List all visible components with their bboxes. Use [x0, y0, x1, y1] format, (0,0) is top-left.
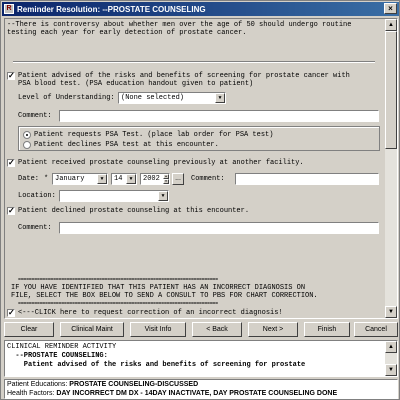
- psa-declines-label: Patient declines PSA test at this encounter.: [34, 141, 219, 149]
- prior-counseling-label: Patient received prostate counseling previously at another facility.: [18, 159, 304, 167]
- next-button[interactable]: Next >: [248, 322, 298, 337]
- diagnosis-note-line-1: IF YOU HAVE IDENTIFIED THAT THIS PATIENT HAS AN INCORRECT DIAGNOSIS ON: [11, 284, 306, 292]
- patient-educations-label: Patient Educations:: [7, 381, 68, 388]
- divider: [13, 61, 375, 63]
- cancel-button[interactable]: Cancel: [354, 322, 398, 337]
- health-factors-row: [7, 389, 397, 398]
- declined-comment-input[interactable]: [59, 222, 379, 234]
- declined-counseling-checkbox[interactable]: ✓: [8, 206, 15, 215]
- declined-counseling-label: Patient declined prostate counseling at this encounter.: [18, 207, 250, 215]
- title-bar[interactable]: [2, 2, 399, 16]
- app-icon: R: [4, 4, 14, 14]
- incorrect-diagnosis-label: <---CLICK here to request correction of an incorrect diagnosis!: [18, 309, 283, 317]
- rule-line-top: ==========================================================================: [18, 277, 218, 283]
- location-label: Location:: [18, 192, 56, 200]
- chevron-down-icon[interactable]: ▼: [97, 174, 107, 184]
- intro-line-2: testing each year for early detection of prostate cancer.: [7, 29, 247, 37]
- psa-advised-label-2: PSA blood test. (PSA education handout given to patient): [18, 80, 254, 88]
- level-of-understanding-select[interactable]: [118, 92, 226, 104]
- spin-down-icon[interactable]: ▼: [163, 179, 169, 184]
- health-factors-label: Health Factors:: [7, 390, 55, 397]
- patient-educations-value: PROSTATE COUNSELING-DISCUSSED: [69, 381, 199, 388]
- prior-comment-label: Comment:: [191, 175, 225, 183]
- spin-up-icon[interactable]: ▲: [163, 174, 169, 179]
- day-select[interactable]: [111, 173, 137, 185]
- back-button[interactable]: < Back: [192, 322, 242, 337]
- incorrect-diagnosis-checkbox[interactable]: ✓: [8, 308, 15, 317]
- memo-scrollbar[interactable]: [385, 341, 397, 376]
- psa-requests-radio[interactable]: [23, 131, 31, 139]
- year-spinner[interactable]: [140, 173, 170, 185]
- visit-info-button[interactable]: Visit Info: [130, 322, 186, 337]
- prior-counseling-checkbox[interactable]: ✓: [8, 158, 15, 167]
- psa-advised-label-1: Patient advised of the risks and benefits of screening for prostate cancer with: [18, 72, 350, 80]
- psa-requests-label: Patient requests PSA Test. (place lab order for PSA test): [34, 131, 274, 139]
- reminder-content: [5, 19, 385, 318]
- diagnosis-note-line-2: FILE, SELECT THE BOX BELOW TO SEND A CONSULT TO PBS FOR CHART CORRECTION.: [11, 292, 318, 300]
- reminder-dialog-panel: [4, 18, 398, 319]
- clear-button[interactable]: Clear: [4, 322, 54, 337]
- year-value: 2002: [143, 175, 160, 183]
- memo-line-2: --PROSTATE COUNSELING:: [7, 352, 108, 360]
- content-scrollbar[interactable]: [385, 19, 397, 318]
- intro-line-1: --There is controversy about whether men over the age of 50 should undergo routine: [7, 21, 352, 29]
- day-value: 14: [114, 175, 123, 183]
- psa-comment-label: Comment:: [18, 112, 52, 120]
- prior-comment-input[interactable]: [235, 173, 379, 185]
- memo-line-3: Patient advised of the risks and benefits of screening for prostate: [7, 361, 306, 369]
- date-label: Date:: [18, 175, 40, 183]
- patient-educations-row: [7, 380, 397, 389]
- scroll-down-icon[interactable]: ▼: [385, 364, 397, 376]
- memo-line-1: CLINICAL REMINDER ACTIVITY: [7, 343, 117, 351]
- month-value: January: [55, 175, 85, 183]
- month-select[interactable]: [52, 173, 108, 185]
- scroll-up-icon[interactable]: ▲: [385, 19, 397, 31]
- chevron-down-icon[interactable]: ▼: [158, 191, 168, 201]
- scroll-down-icon[interactable]: ▼: [385, 306, 397, 318]
- psa-comment-input[interactable]: [59, 110, 379, 122]
- encounter-summary: [4, 379, 398, 399]
- finish-button[interactable]: Finish: [304, 322, 350, 337]
- scroll-thumb[interactable]: [385, 31, 397, 149]
- location-select[interactable]: [59, 190, 169, 202]
- spinner-buttons[interactable]: [163, 174, 169, 184]
- level-of-understanding-label: Level of Understanding:: [18, 94, 115, 102]
- chevron-down-icon[interactable]: ▼: [126, 174, 136, 184]
- required-marker: *: [44, 175, 49, 183]
- progress-note-preview[interactable]: [4, 340, 398, 377]
- health-factors-value: DAY INCORRECT DM DX - 14DAY INACTIVATE, DAY PROSTATE COUNSELING DONE: [56, 390, 338, 397]
- button-bar: [4, 322, 398, 338]
- level-of-understanding-value: (None selected): [121, 94, 185, 102]
- chevron-down-icon[interactable]: ▼: [215, 93, 225, 103]
- close-button[interactable]: ×: [384, 3, 397, 14]
- scroll-up-icon[interactable]: ▲: [385, 341, 397, 353]
- declined-comment-label: Comment:: [18, 224, 52, 232]
- rule-line-bottom: ==========================================================================: [18, 301, 218, 307]
- window-title: Reminder Resolution: --PROSTATE COUNSELING: [17, 4, 206, 14]
- clinical-maint-button[interactable]: Clinical Maint: [60, 322, 124, 337]
- psa-advised-checkbox[interactable]: ✓: [8, 71, 15, 80]
- psa-declines-radio[interactable]: [23, 141, 31, 149]
- date-picker-button[interactable]: ...: [172, 173, 184, 185]
